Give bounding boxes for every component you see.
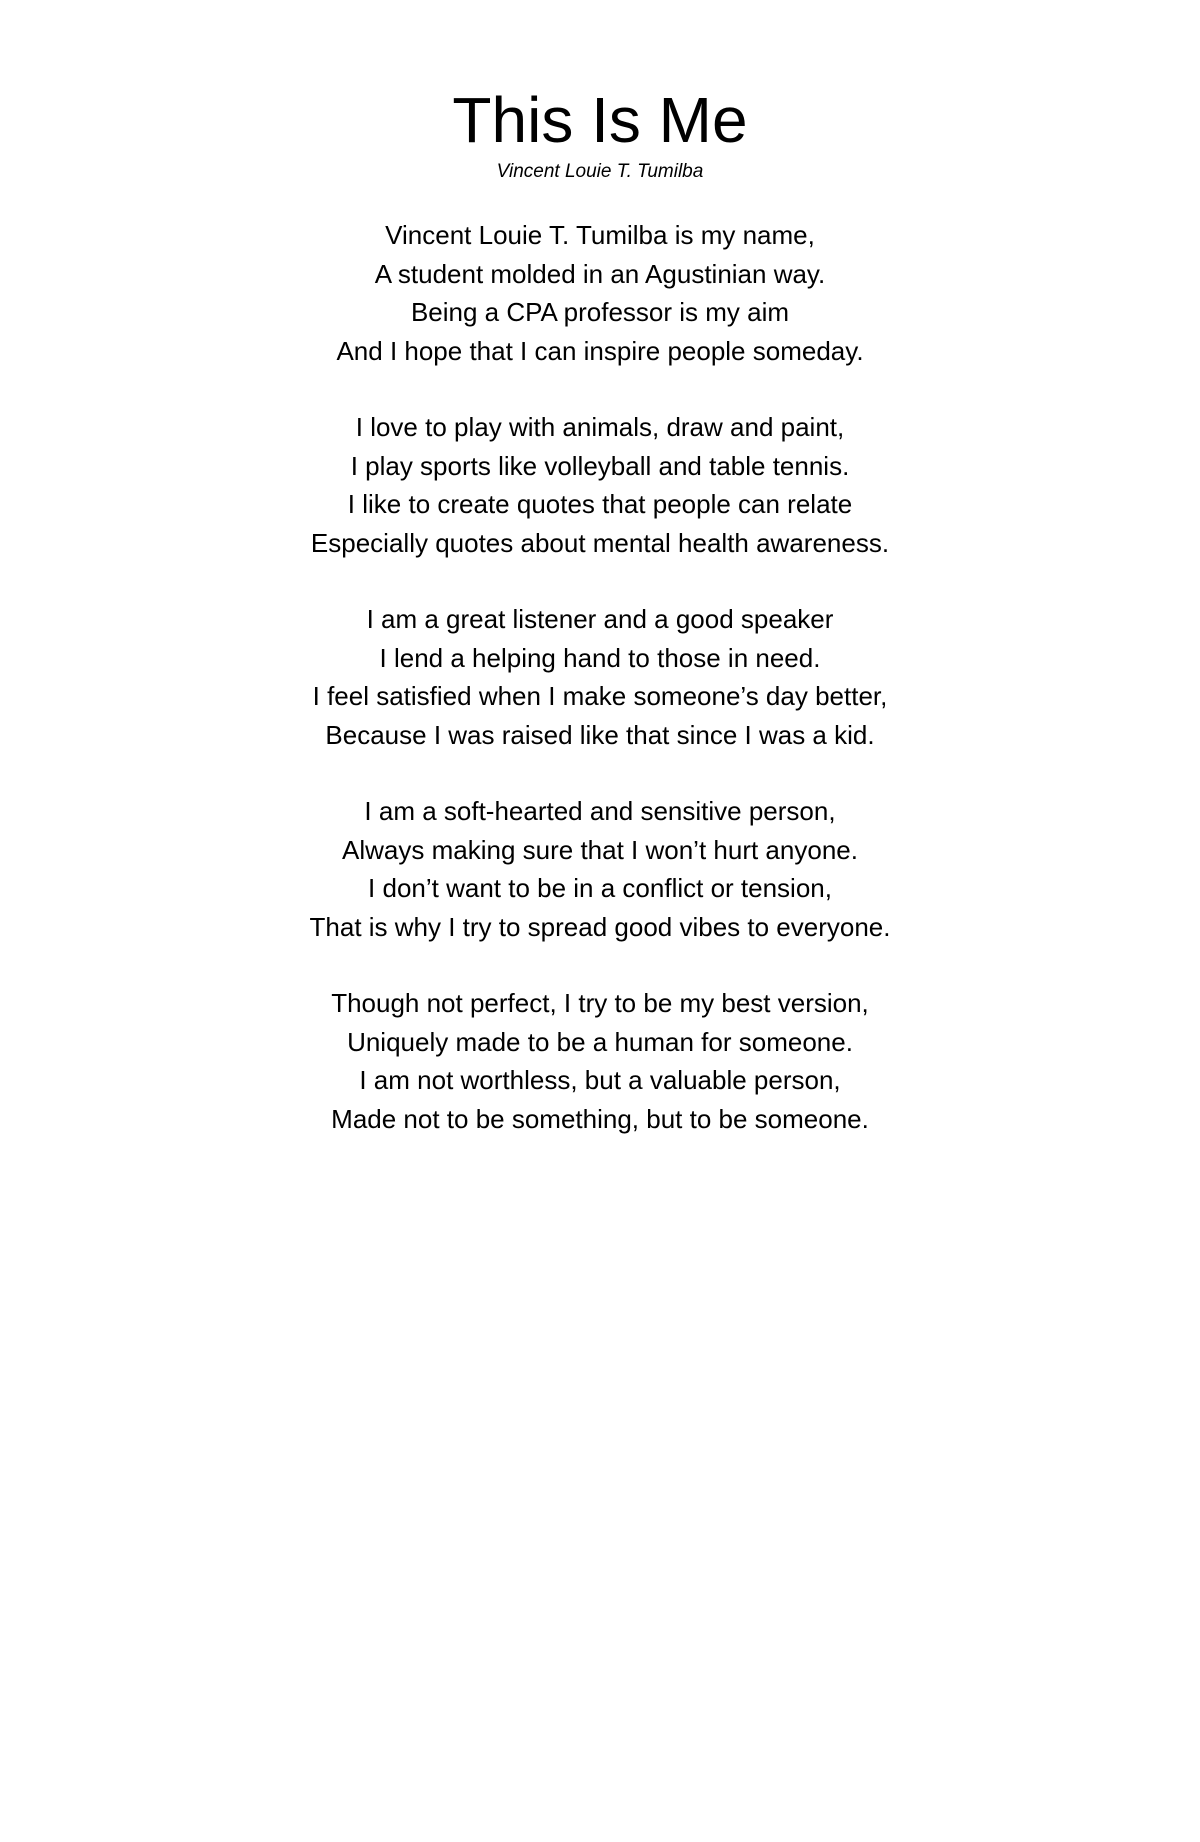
poem-line: Uniquely made to be a human for someone. (347, 1026, 853, 1057)
poem-line: Made not to be something, but to be someone. (331, 1103, 869, 1134)
poem-line: And I hope that I can inspire people someday. (336, 335, 864, 366)
poem-line: I love to play with animals, draw and paint, (355, 412, 845, 442)
poem-line: I like to create quotes that people can relate (347, 489, 853, 519)
poem-line: I am a soft-hearted and sensitive person, (364, 796, 836, 826)
stanza (0, 984, 1200, 1138)
poem-line: I lend a helping hand to those in need. (379, 642, 821, 673)
poem-line: That is why I try to spread good vibes to everyone. (309, 911, 891, 942)
poem-line: Because I was raised like that since I was a kid. (325, 719, 875, 750)
poem-line: I am not worthless, but a valuable person, (359, 1065, 841, 1095)
stanza (0, 408, 1200, 562)
stanza (0, 792, 1200, 946)
poem-line: I feel satisfied when I make someone’s day better, (312, 681, 888, 711)
stanza (0, 216, 1200, 370)
poem-line: Always making sure that I won’t hurt anyone. (342, 834, 858, 865)
poem-line: Vincent Louie T. Tumilba is my name, (385, 220, 815, 250)
poem-line: I don’t want to be in a conflict or tension, (368, 873, 832, 903)
poem-body (0, 216, 1200, 1176)
poem-line: A student molded in an Agustinian way. (374, 258, 826, 289)
stanza (0, 600, 1200, 754)
poem-line: Though not perfect, I try to be my best version, (331, 988, 869, 1018)
poem-line: Being a CPA professor is my aim (410, 297, 790, 327)
poem-line: I play sports like volleyball and table tennis. (350, 450, 850, 481)
poem-author: Vincent Louie T. Tumilba (496, 161, 704, 182)
poem-line: Especially quotes about mental health awareness. (310, 527, 890, 558)
poem-title: This Is Me (452, 84, 748, 156)
poem-line: I am a great listener and a good speaker (366, 604, 834, 634)
